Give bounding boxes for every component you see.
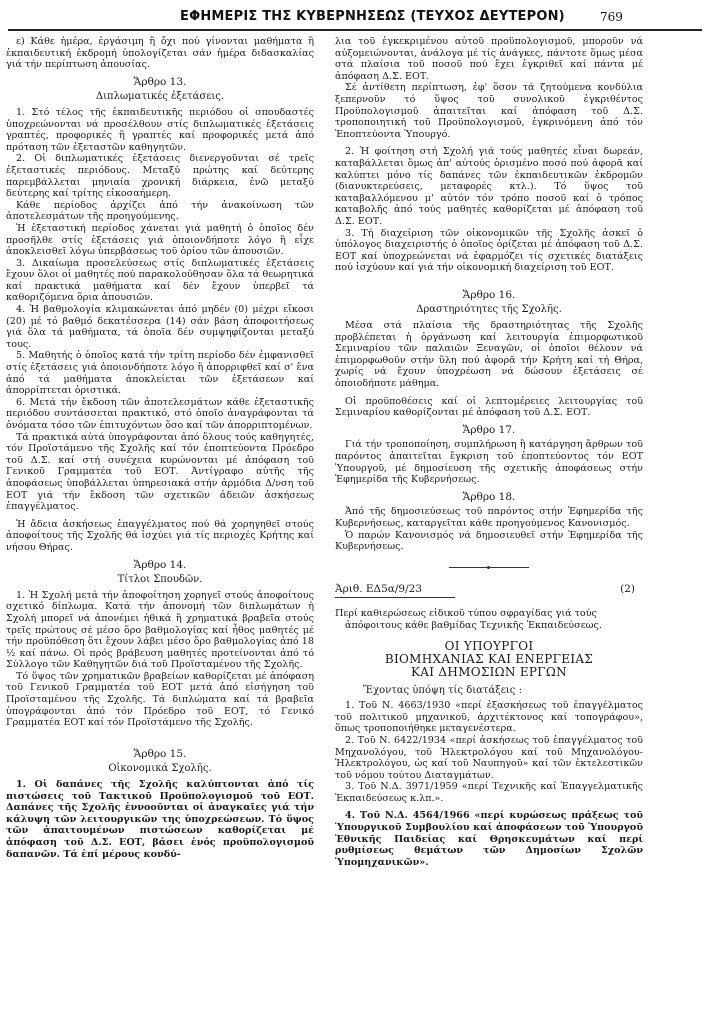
article-16-paragraph: Μέσα στά πλαίσια τῆς δραστηριότητας τῆς Σχολῆς προβλέπεται ἡ ὀργάνωση καί λειτουργία ἐπιμορφωτικοῦ Σεμιναρίου τῶν παλαιῶν Ξεναγῶν, οἱ ὁποῖοι θέλουν νά ἐπιμορφωθοῦν στήν ὕλη πού ἀφορᾶ τήν Κρήτη καί τή Θήρα, χωρίς νά ἔχουν ὑποχρέωση νά δώσουν ἐξετάσεις σέ ὁποιοδήποτε μάθημα.: [335, 320, 643, 390]
legal-basis-item: 4. Τοῦ Ν.Δ. 4564/1966 «περί κυρώσεως πράξεως τοῦ Ὑπουργικοῦ Συμβουλίου καί ἀποφάσεων τοῦ Ὑπουργοῦ Ἐθνικῆς Παιδείας καί Θρησκευμάτων καί περί ρυθμίσεως θεμάτων τῶν Δημοσίων Σχολῶν Ὑπομηχανικῶν».: [335, 810, 643, 868]
legal-basis-item: 2. Τοῦ Ν. 6422/1934 «περί ἀσκήσεως τοῦ ἐπαγγέλματος τοῦ Μηχανολόγου, τοῦ Ἠλεκτρολόγου καί τοῦ Μηχανολόγου-Ἠλεκτρολόγου, ὡς καί τοῦ Ναυπηγοῦ» καί τῶν ἐκτελεστικῶν τοῦ νόμου τούτου Διαταγμάτων.: [335, 734, 643, 781]
article-13-paragraph: Ἡ ἄδεια ἀσκήσεως ἐπαγγέλματος πού θά χορηγηθεῖ στούς ἀποφοίτους τῆς Σχολῆς θά ἰσχύει γιά τίς περιοχές Κρήτης καί νήσου Θήρας.: [6, 518, 314, 553]
left-column: [6, 36, 314, 860]
article-13-paragraph: 3. Δικαίωμα προσελεύσεως στίς διπλωματικές ἐξετάσεις ἔχουν ὅλοι οἱ μαθητές πού παρακολούθησαν ὅλα τά θεωρητικά καί πρακτικά μαθήματα καί δέν ἔχουν ὑπερβεῖ τά καθοριζόμενα ὅρια ἀπουσιῶν.: [6, 257, 314, 304]
ministers-line: ΟΙ ΥΠΟΥΡΓΟΙ: [444, 638, 534, 653]
page-number: 769: [600, 10, 623, 24]
article-14-title: Τίτλοι Σπουδῶν.: [117, 574, 203, 586]
section-separator: [449, 567, 529, 568]
decision-caption-line: ἀπόφοιτους κάθε βαθμίδας Τεχνικῆς Ἐκπαιδεύσεως.: [345, 619, 602, 631]
article-14-paragraph: 1. Ἡ Σχολή μετά τήν ἀποφοίτηση χορηγεῖ στούς ἀποφοίτους σχετικό δίπλωμα. Κατά τήν ἀπονομή τῶν διπλωμάτων ἡ Σχολή μπορεῖ νά ἀπονέμει ἠθικά ἢ χρηματικά βραβεῖα στούς τρεῖς πρώτους σέ μέσο ὅρο βαθμολογίας καί ἦθος μαθητές μέ τήν προϋπόθεση ὅτι ἔχουν λάβει μέσο ὅρο βαθμολογίας ἀπό 18 ½ καί πάνω. Οἱ πρός βράβευση μαθητές προτείνονται ἀπό τό Σύλλογο τῶν Καθηγητῶν διά τοῦ Προϊσταμένου τῆς Σχολῆς.: [6, 589, 314, 671]
legal-basis-item: 1. Τοῦ Ν. 4663/1930 «περί ἐξασκήσεως τοῦ ἐπαγγέλματος τοῦ πολιτικοῦ μηχανικοῦ, ἀρχιτέκτονος καί τοπογράφου», ὅπως τροποποιήθηκε μεταγενέστερα.: [335, 700, 643, 735]
article-14-paragraph: Τό ὕψος τῶν χρηματικῶν βραβείων καθορίζεται μέ ἀπόφαση τοῦ Γενικοῦ Γραμματέα τοῦ ΕΟΤ μετά ἀπό εἰσήγηση τοῦ Προϊσταμένου τῆς Σχολῆς. Τά διπλώματα καί τά βραβεῖα ὑπογράφονται ἀπό τόν Πρόεδρο τοῦ ΕΟΤ, τό Γενικό Γραμματέα ΕΟΤ καί τόν Προϊστάμενο τῆς Σχολῆς.: [6, 670, 314, 729]
article-18-heading: Ἄρθρο 18.: [462, 490, 516, 503]
article-13-paragraph: 2. Οἱ διπλωματικές ἐξετάσεις διενεργοῦνται σέ τρεῖς ἐξεταστικές περιόδους. Μεταξύ πρώτης καί δεύτερης παρεμβάλλεται μηνιαία χρονική διάρκεια, ἐνῶ μεταξύ δεύτερης καί τρίτης εἰκοσαήμερη.: [6, 153, 314, 200]
article-13-paragraph: 5. Μαθητής ὁ ὁποῖος κατά τήν τρίτη περίοδο δέν ἐμφανισθεῖ στίς ἐξετάσεις γιά ὁποιονδήποτε λόγο ἢ ἀπορριφθεῖ καί σ' ἕνα ἀπό τά μαθήματα ἀποκλείεται τῶν ἐξετάσεων καί ἀπορρίπτεται ὁριστικά.: [6, 350, 314, 397]
article-15-continued: Σέ ἀντίθετη περίπτωση, ἐφ' ὅσον τά ζητούμενα κονδύλια ξεπερνοῦν τό ὕψος τοῦ συνολικοῦ ἐγκριθέντος Προϋπολογισμοῦ ἀπαιτεῖται καί ἀπόφαση τοῦ Δ.Σ. τροποποιητική τοῦ Προϋπολογισμοῦ, ἐγκρινόμενη ἀπό τόν Ἐποπτεύοντα Ὑπουργό.: [335, 82, 643, 140]
decision-caption: [335, 608, 643, 631]
decision-caption-line: Περί καθιερώσεως εἰδικοῦ τύπου σφραγίδας γιά τούς: [335, 608, 597, 620]
article-13-paragraph: Κάθε περίοδος ἀρχίζει ἀπό τήν ἀνακοίνωση τῶν ἀποτελεσμάτων τῆς προηγούμενης.: [6, 199, 314, 223]
article-17-paragraph: Γιά τήν τροποποίηση, συμπλήρωση ἢ κατάργηση ἄρθρων τοῦ παρόντος ἀπαιτεῖται ἔγκριση τοῦ ἐποπτεύοντος τόν ΕΟΤ Ὑπουργοῦ, μέ δημοσίευση τῆς σχετικῆς ἀποφάσεως στήν Ἐφημερίδα τῆς Κυβερνήσεως.: [335, 439, 643, 486]
article-16-title: Δραστηριότητες τῆς Σχολῆς.: [416, 304, 562, 316]
decision-reference: Ἀριθ. ΕΔ5α/9/23: [335, 582, 423, 595]
ministers-heading: [335, 640, 643, 679]
page-header: [0, 0, 706, 30]
ministers-line: ΚΑΙ ΔΗΜΟΣΙΩΝ ΕΡΓΩΝ: [411, 664, 567, 679]
article-17-heading: Ἄρθρο 17.: [462, 423, 516, 436]
article-13-title: Διπλωματικές ἐξετάσεις.: [95, 91, 225, 103]
article-16-heading: Ἄρθρο 16.: [462, 288, 516, 301]
article-15-continued: λια τοῦ ἐγκεκριμένου αὐτοῦ προϋπολογισμοῦ, μποροῦν νά αὐξομειώνονται, ἀνάλογα μέ τίς ἀνάγκες, πάντοτε ὅμως μέσα στά πλαίσια τοῦ ποσοῦ πού ἔχει ἐγκριθεῖ καί πάντα μέ ἀπόφαση Δ.Σ. ΕΟΤ.: [335, 36, 643, 82]
article-18-paragraph: Ἀπό τῆς δημοσιεύσεως τοῦ παρόντος στήν Ἐφημερίδα τῆς Κυβερνήσεως, καταργεῖται κάθε προηγούμενος Κανονισμός.: [335, 506, 643, 529]
article-18-paragraph: Ὁ παρών Κανονισμός νά δημοσιευθεῖ στήν Ἐφημερίδα τῆς Κυβερνήσεως.: [335, 529, 643, 553]
article-13-paragraph: Ἡ ἐξεταστική περίοδος χάνεται γιά μαθητή ὁ ὁποῖος δέν προσῆλθε στίς ἐξετάσεις γιά ὁποιονδήποτε λόγο ἢ εἶχε ἀποκλεισθεῖ λόγω ὑπερβάσεως τοῦ ὁρίου τῶν ἀπουσιῶν.: [6, 222, 314, 258]
gazette-title: ΕΦΗΜΕΡΙΣ ΤΗΣ ΚΥΒΕΡΝΗΣΕΩΣ (ΤΕΥΧΟΣ ΔΕΥΤΕΡΟΝ): [180, 9, 565, 24]
ministers-line: ΒΙΟΜΗΧΑΝΙΑΣ ΚΑΙ ΕΝΕΡΓΕΙΑΣ: [384, 651, 594, 666]
article-13-paragraph: 4. Ἡ βαθμολογία κλιμακώνεται ἀπό μηδέν (0) μέχρι εἴκοσι (20) μέ τό βαθμό δεκατέσσερα (14) σάν βάση ἀποφοιτήσεως γιά ὅλα τά μαθήματα, τά ὁποῖα δέν συμψηφίζονται μεταξύ τους.: [6, 304, 314, 350]
header-rule: [8, 29, 702, 31]
article-15-paragraph: 1. Οἱ δαπάνες τῆς Σχολῆς καλύπτονται ἀπό τίς πιστώσεις τοῦ Τακτικοῦ Προϋπολογισμοῦ τοῦ ΕΟΤ. Δαπάνες τῆς Σχολῆς ἐννοοῦνται οἱ ἀναγκαῖες γιά τήν κάλυψη τῶν λειτουργικῶν της ὑποχρεώσεων. Τό ὕψος τῶν ἀπαιτουμένων πιστώσεων καθορίζεται μέ ἀπόφαση τοῦ Δ.Σ. ΕΟΤ, βάσει ἑνός προϋπολογισμοῦ δαπανῶν. Τά ἐπί μέρους κονδύ-: [6, 779, 314, 860]
right-column: [335, 36, 643, 868]
article-13-paragraph: 1. Στό τέλος τῆς ἐκπαιδευτικῆς περιόδου οἱ σπουδαστές ὑποχρεώνονται νά προσέλθουν στίς διπλωματικές ἐξετάσεις γραπτές, προφορικές ἢ γραπτές καί προφορικές μετά ἀπό πρόταση τῶν ἐξεταστῶν καθηγητῶν.: [6, 106, 314, 153]
article-14-heading: Ἄρθρο 14.: [133, 558, 187, 571]
article-15-title: Οἰκονομικά Σχολῆς.: [108, 763, 212, 775]
article-13-heading: Ἄρθρο 13.: [133, 75, 187, 88]
decision-number: (2): [620, 582, 635, 595]
reference-underline: [335, 597, 455, 598]
article-16-paragraph: Οἱ προϋποθέσεις καί οἱ λεπτομέρειες λειτουργίας τοῦ Σεμιναρίου καθορίζονται μέ ἀπόφαση τοῦ Δ.Σ. ΕΟΤ.: [335, 395, 643, 419]
article-15-continued: 3. Τή διαχείριση τῶν οἰκονομικῶν τῆς Σχολῆς ἀσκεῖ ὁ ὑπόλογος διαχειριστής ὁ ὁποῖος ὁρίζεται μέ ἀπόφαση τοῦ Δ.Σ. ΕΟΤ καί ὑποχρεώνεται νά ἐφαρμόζει τίς σχετικές διατάξεις πού ἰσχύουν καί γιά τήν οἰκονομική διαχείριση τοῦ ΕΟΤ.: [335, 227, 643, 274]
legal-basis-item: 3. Τοῦ Ν.Δ. 3971/1959 «περί Τεχνικῆς καί Ἐπαγγελματικῆς Ἐκπαιδεύσεως κ.λπ.».: [335, 781, 643, 804]
decision-reference-row: [335, 584, 635, 596]
considering-line: Ἔχοντας ὑπόψη τίς διατάξεις :: [363, 684, 522, 696]
article-15-continued: 2. Ἡ φοίτηση στή Σχολή γιά τούς μαθητές εἶναι δωρεάν, καταβάλλεται ὅμως ἀπ' αὐτούς ὁρισμένο ποσό πού ἀφορᾶ καί καλύπτει μόνο τίς δαπάνες τῶν ἐκπαιδευτικῶν ἐκδρομῶν (διανυκτερεύσεις, μεταφορές κτλ.). Τό ὕψος τοῦ καταβαλλόμενου μ' αὐτόν τόν τρόπο ποσοῦ καί ὁ τρόπος καταβολῆς ἀπό τούς μαθητές καθορίζεται μέ ἀπόφαση τοῦ Δ.Σ. ΕΟΤ.: [335, 146, 643, 227]
intro-paragraph: ε) Κάθε ἡμέρα, ἐργάσιμη ἢ ὄχι πού γίνονται μαθήματα ἢ ἐκπαιδευτική ἐκδρομή ὑπολογίζεται σάν ἡμέρα διδασκαλίας γιά τήν περίπτωση ἀπουσίας.: [6, 36, 314, 71]
article-13-paragraph: Τά πρακτικά αὐτά ὑπογράφονται ἀπό ὅλους τούς καθηγητές, τόν Προϊστάμενο τῆς Σχολῆς καί τόν ἐποπτεύοντα Πρόεδρο τοῦ Δ.Σ. καί στή συνέχεια κυρώνονται μέ ἀπόφαση τοῦ Γενικοῦ Γραμματέα τοῦ ΕΟΤ. Ἀντίγραφο αὐτῆς τῆς ἀποφάσεως ὑποβάλλεται ὑπηρεσιακά στήν ἁρμόδια Δ/νση τοῦ ΕΟΤ γιά τήν ἔκδοση τῶν σχετικῶν ἀδειῶν ἀσκήσεως ἐπαγγέλματος.: [6, 431, 314, 513]
article-15-heading: Ἄρθρο 15.: [133, 747, 187, 760]
article-13-paragraph: 6. Μετά τήν ἔκδοση τῶν ἀποτελεσμάτων κάθε ἐξεταστικῆς περιόδου συντάσσεται πρακτικό, στό ὁποῖο ἀναγράφονται τά ὀνόματα τόσο τῶν ἐπιτυχόντων ὅσο καί τῶν ἀπορριπτομένων.: [6, 396, 314, 431]
